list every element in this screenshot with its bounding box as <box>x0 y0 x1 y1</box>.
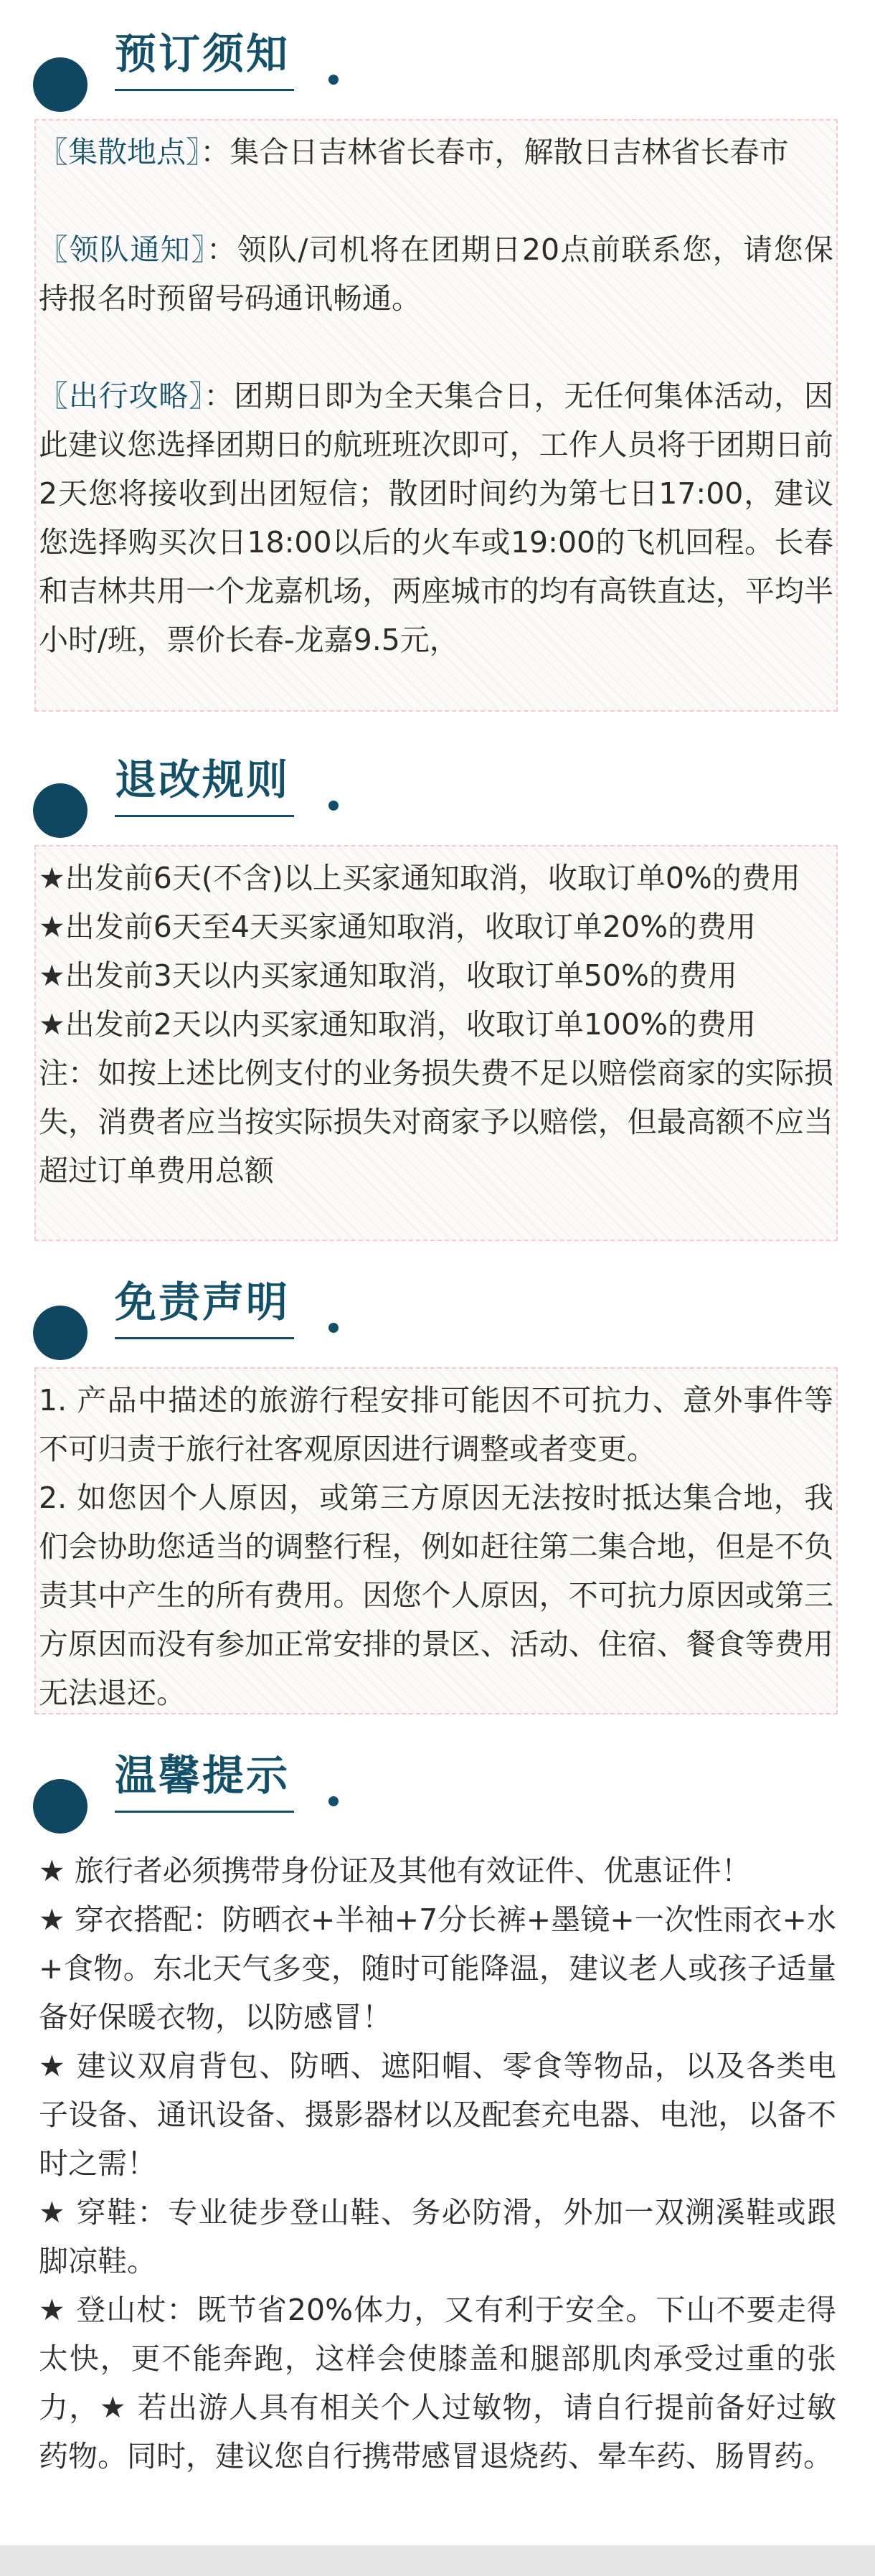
refund-rule-line: ★出发前3天以内买家通知取消，收取订单50%的费用 <box>39 958 737 993</box>
title-underline <box>115 1811 294 1813</box>
tip-item: ★ 建议双肩背包、防晒、遮阳帽、零食等物品，以及各类电子设备、通讯设备、摄影器材以及配套充电器、电池，以备不时之需！ <box>39 2049 836 2181</box>
bullet-circle-icon <box>33 1779 88 1834</box>
section-title-booking: 预订须知 <box>115 29 290 78</box>
bullet-circle-icon <box>33 57 88 112</box>
paragraph-travel-guide <box>39 372 833 664</box>
disclaimer-item: 2. 如您因个人原因，或第三方原因无法按时抵达集合地，我们会协助您适当的调整行程，例如赶往第二集合地，但是不负责其中产生的所有费用。因您个人原因，不可抗力原因或第三方原因而没有参加正常安排的景区、活动、住宿、餐食等费用无法退还。 <box>39 1481 833 1710</box>
tips-content <box>36 1846 839 2535</box>
text-guide-notice: ：领队/司机将在团期日20点前联系您，请您保持报名时预留号码通讯畅通。 <box>39 232 834 316</box>
paragraph-meeting-point <box>39 128 833 176</box>
bottom-bar <box>0 2545 875 2576</box>
refund-rule-note: 注：如按上述比例支付的业务损失费不足以赔偿商家的实际损失，消费者应当按实际损失对商家予以赔偿，但最高额不应当超过订单费用总额 <box>39 1056 833 1188</box>
label-guide-notice: 〖领队通知〗 <box>39 232 207 267</box>
title-underline <box>115 89 294 91</box>
small-dot-icon <box>328 801 339 811</box>
section-header-booking <box>0 11 875 119</box>
booking-notice-box <box>34 119 838 712</box>
refund-rule-line: ★出发前6天至4天买家通知取消，收取订单20%的费用 <box>39 910 757 944</box>
disclaimer-item: 1. 产品中描述的旅游行程安排可能因不可抗力、意外事件等不可归责于旅行社客观原因进行调整或者变更。 <box>39 1383 833 1466</box>
small-dot-icon <box>328 1323 339 1333</box>
refund-rules-box <box>34 845 838 1241</box>
title-underline <box>115 815 294 817</box>
section-title-refund: 退改规则 <box>115 755 290 804</box>
section-header-refund <box>0 737 875 845</box>
label-travel-guide: 〖出行攻略〗 <box>39 379 204 413</box>
label-meeting-point: 〖集散地点〗 <box>39 135 201 169</box>
section-header-tips <box>0 1733 875 1841</box>
tip-item: ★ 登山杖：既节省20%体力，又有利于安全。下山不要走得太快，更不能奔跑，这样会使膝盖和腿部肌肉承受过重的张力，★ 若出游人具有相关个人过敏物，请自行提前备好过敏药物。同时，建议您自行携带感冒退烧药、晕车药、肠胃药。 <box>39 2293 836 2473</box>
section-title-disclaimer: 免责声明 <box>115 1278 290 1326</box>
bullet-circle-icon <box>33 783 88 838</box>
refund-rule-line: ★出发前6天(不含)以上买家通知取消，收取订单0%的费用 <box>39 861 800 895</box>
section-header-disclaimer <box>0 1260 875 1367</box>
text-travel-guide: ：团期日即为全天集合日，无任何集体活动，因此建议您选择团期日的航班班次即可，工作人员将于团期日前2天您将接收到出团短信；散团时间约为第七日17:00，建议您选择购买次日18:00以后的火车或19:00的飞机回程。长春和吉林共用一个龙嘉机场，两座城市的均有高铁直达，平均半小时/班，票价长春-龙嘉9.5元， <box>39 379 834 657</box>
refund-rule-line: ★出发前2天以内买家通知取消，收取订单100%的费用 <box>39 1007 757 1042</box>
small-dot-icon <box>328 1796 339 1806</box>
title-underline <box>115 1337 294 1339</box>
small-dot-icon <box>328 75 339 85</box>
disclaimer-box <box>34 1367 838 1714</box>
tip-item: ★ 旅行者必须携带身份证及其他有效证件、优惠证件！ <box>39 1854 751 1888</box>
section-title-tips: 温馨提示 <box>115 1751 290 1800</box>
tip-item: ★ 穿衣搭配：防晒衣+半袖+7分长裤+墨镜+一次性雨衣+水+食物。东北天气多变，随时可能降温，建议老人或孩子适量备好保暖衣物，以防感冒！ <box>39 1902 836 2034</box>
bullet-circle-icon <box>33 1306 88 1360</box>
tip-item: ★ 穿鞋：专业徒步登山鞋、务必防滑，外加一双溯溪鞋或跟脚凉鞋。 <box>39 2195 836 2278</box>
paragraph-guide-notice <box>39 225 833 323</box>
text-meeting-point: ：集合日吉林省长春市，解散日吉林省长春市 <box>200 135 789 169</box>
